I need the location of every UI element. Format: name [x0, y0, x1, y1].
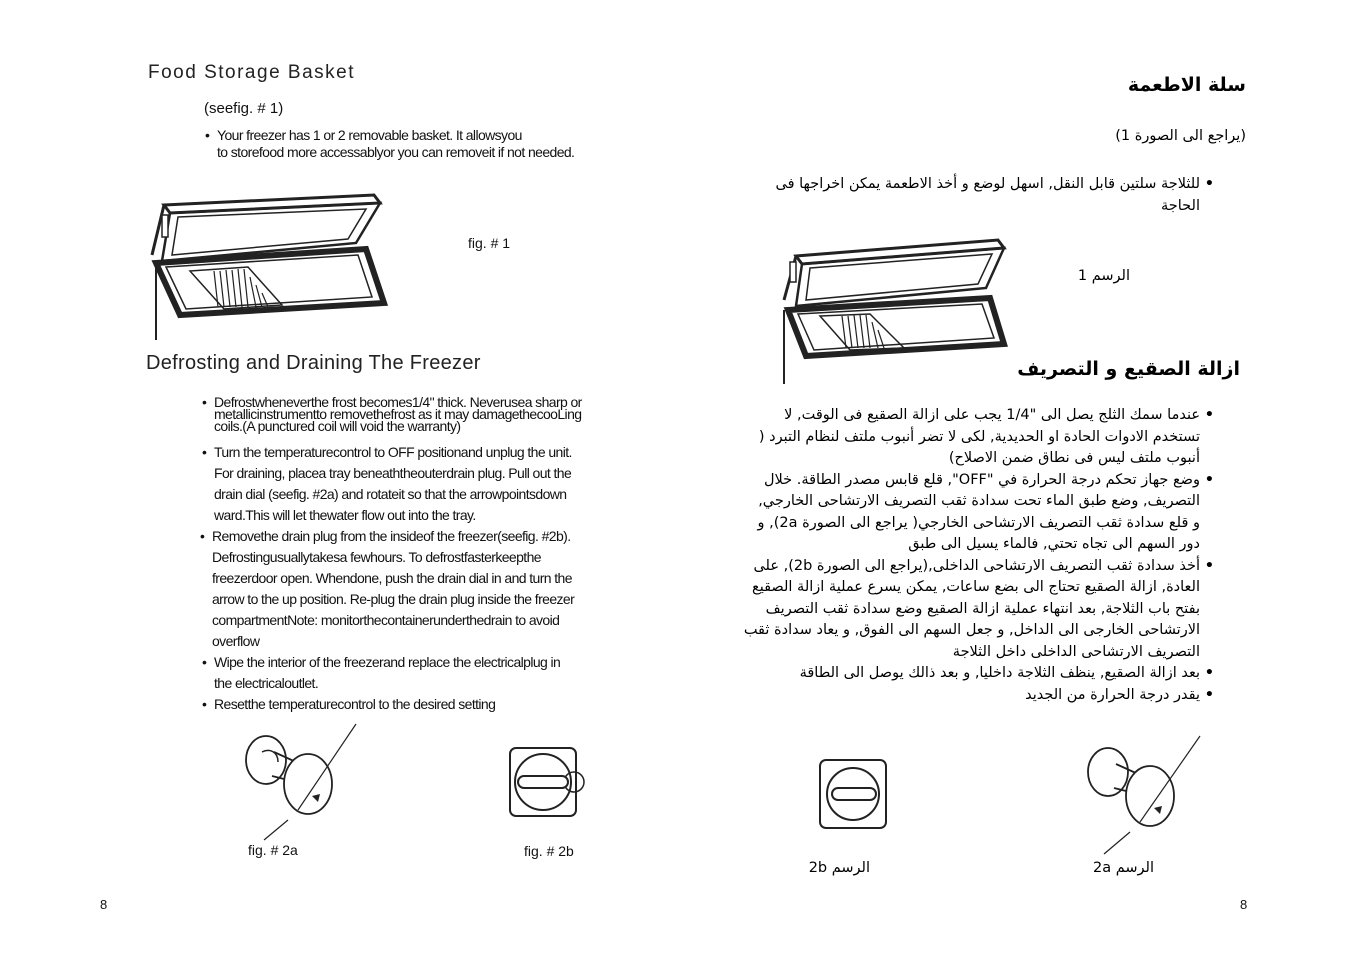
right-defrost-line: بفتح باب الثلاجة, بعد انتهاء عملية ازالة الصقيع وضع سدادة ثقب التصريف	[765, 600, 1200, 617]
defrost-line: ward.This will let thewater flow out into the tray.	[214, 507, 476, 523]
defrost-bullet-3	[212, 526, 634, 652]
defrost-line: the electricaloutlet.	[214, 675, 319, 691]
right-defrost-line: عندما سمك الثلج يصل الى "1/4 يجب على ازالة الصقيع فى الوقت, لا •	[730, 405, 1200, 427]
defrost-line: Defrostingusuallytakesa fewhours. To defrostfasterkeepthe	[212, 549, 541, 565]
defrost-bullet-2	[214, 442, 634, 526]
defrost-line: drain dial (seefig. #2a) and rotateit so that the arrowpointsdown	[214, 486, 567, 502]
right-defrost-line: أخذ سدادة ثقب التصريف الارتشاحى الداخلى,(يراجع الى الصورة 2b), على •	[730, 556, 1200, 578]
right-page-number: 8	[1240, 897, 1248, 912]
defrost-line: For draining, placea tray beneaththeouterdrain plug. Pull out the	[214, 465, 572, 481]
right-freezer-figure	[776, 236, 1026, 386]
right-defrost-title: ازالة الصقيع و التصريف	[1017, 358, 1240, 380]
right-defrost-line: يقدر درجة الحرارة من الجديد •	[730, 685, 1200, 707]
left-basket-ref: (seefig. # 1)	[204, 100, 284, 117]
basket-bullet-line1: • Your freezer has 1 or 2 removable basket. It allowsyou	[217, 127, 522, 143]
defrost-line: • Wipe the interior of the freezerand replace the electricalplug in	[214, 654, 561, 670]
right-basket-bullet	[760, 174, 1200, 217]
right-basket-line1: للثلاجة سلتين قابل النقل, اسهل لوضع و أخذ الاطعمة يمكن اخراجها فى	[775, 176, 1200, 192]
right-defrost-line: تستخدم الادوات الحادة او الحديدية, لكى لا تضر أنبوب ملتف لنظام التبرد (	[758, 428, 1200, 445]
right-defrost-line: أنبوب ملتف ليس فى نطاق ضمن الاصلاح)	[948, 450, 1200, 466]
right-defrost-line: العادة, ازالة الصقيع تحتاج الى بضع ساعات, يمكن يسرع عملية ازالة الصقيع	[752, 579, 1200, 595]
right-basket-title: سلة الاطعمة	[1127, 74, 1246, 96]
right-drain-dial-figure	[1080, 736, 1210, 856]
defrost-line: metallicinstrumentto removethefrost as it may damagethecooLing	[214, 406, 582, 422]
defrost-bullet-5	[214, 694, 634, 715]
right-defrost-line: و قلع سدادة ثقب التصريف الارتشاحى الخارجي( يراجع الى الصورة 2a), و	[757, 514, 1200, 531]
right-drain-plug-figure	[816, 756, 896, 834]
right-defrost-line: بعد ازالة الصقيع, ينظف الثلاجة داخليا, و بعد ذالك يوصل الى الطاقة •	[730, 663, 1200, 685]
right-fig1-caption: الرسم 1	[1077, 268, 1130, 284]
right-fig2a-caption: الرسم 2a	[1093, 860, 1154, 876]
right-basket-line2: الحاجة	[1161, 197, 1200, 214]
basket-bullet-line2: to storefood more accessablyor you can removeit if not needed.	[217, 144, 575, 160]
left-basket-title: Food Storage Basket	[148, 62, 355, 83]
right-fig2b-caption: الرسم 2b	[808, 860, 870, 876]
defrost-bullet-1	[214, 396, 634, 432]
defrost-line: compartmentNote: monitorthecontainerunderthedrain to avoid	[212, 612, 560, 628]
defrost-line: coils.(A punctured coil will void the warranty)	[214, 418, 461, 434]
left-fig2a-caption: fig. # 2a	[248, 842, 298, 858]
left-fig1-caption: fig. # 1	[468, 235, 511, 251]
defrost-line: overflow	[212, 633, 260, 649]
defrost-line: • Turn the temperaturecontrol to OFF positionand unplug the unit.	[214, 444, 572, 460]
left-defrost-list	[214, 396, 634, 715]
defrost-line: arrow to the up position. Re-plug the drain plug inside the freezer	[212, 591, 575, 607]
right-defrost-line: وضع جهاز تحكم درجة الحرارة في "OFF", قلع قابس مصدر الطاقة. خلال •	[730, 470, 1200, 492]
right-defrost-line: الارتشاحى الخارجى الى الداخل, و جعل السهم الى الفوق, و يعاد سدادة ثقب	[743, 622, 1200, 638]
right-defrost-list	[730, 405, 1200, 706]
left-fig2b-caption: fig. # 2b	[524, 843, 574, 859]
defrost-line: • Resetthe temperaturecontrol to the desired setting	[214, 696, 496, 712]
left-freezer-figure	[144, 185, 394, 345]
defrost-line: • Defrostwheneverthe frost becomes1/4" thick. Neverusea sharp or	[214, 394, 582, 410]
left-drain-plug-figure	[504, 744, 594, 822]
right-defrost-line: التصريف الارتشاحى الداخلى داخل الثلاجة	[952, 643, 1200, 660]
defrost-bullet-4	[214, 652, 634, 694]
left-page-number: 8	[100, 897, 108, 912]
defrost-line: freezerdoor open. Whendone, push the drain dial in and turn the	[212, 570, 572, 586]
defrost-line: • Removethe drain plug from the insideof the freezer(seefig. #2b).	[212, 528, 571, 544]
right-defrost-line: دور السهم الى تجاه تحتي, فالماء يسيل الى طبق	[908, 536, 1200, 552]
right-basket-ref: (يراجع الى الصورة 1)	[1115, 128, 1246, 144]
left-basket-bullet	[217, 127, 574, 161]
left-drain-dial-figure	[238, 722, 368, 842]
left-defrost-title: Defrosting and Draining The Freezer	[146, 352, 481, 374]
right-defrost-line: التصريف, وضع طبق الماء تحت سدادة ثقب التصريف الارتشاحى الخارجي,	[758, 493, 1200, 509]
